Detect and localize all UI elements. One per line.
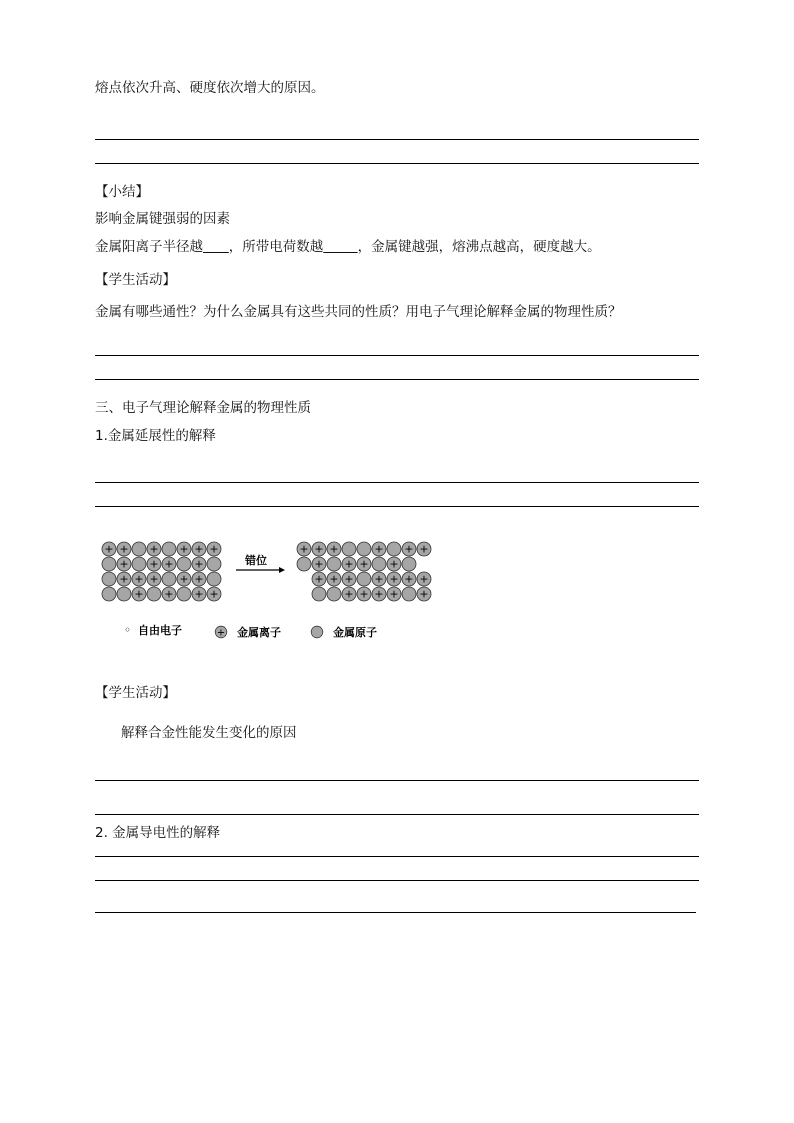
- answer-line[interactable]: [95, 482, 699, 483]
- answer-line[interactable]: [95, 912, 696, 913]
- answer-line[interactable]: [95, 780, 699, 781]
- metal-atom: [312, 587, 326, 601]
- metal-atom: [117, 587, 131, 601]
- metal-atom: [357, 542, 371, 556]
- ion-plus-sign: +: [134, 587, 144, 601]
- metal-slip-diagram: [95, 535, 455, 650]
- ion-plus-sign: +: [314, 572, 324, 586]
- ion-plus-sign: +: [374, 542, 384, 556]
- ion-plus-sign: +: [149, 542, 159, 556]
- ion-plus-sign: +: [209, 542, 219, 556]
- ion-plus-sign: +: [314, 557, 324, 571]
- ion-plus-sign: +: [119, 572, 129, 586]
- answer-line[interactable]: [95, 355, 699, 356]
- ion-plus-sign: +: [389, 572, 399, 586]
- ion-plus-sign: +: [194, 542, 204, 556]
- metal-atom: [207, 557, 221, 571]
- activity-heading-2: 【学生活动】: [95, 685, 176, 701]
- ion-plus-sign: +: [299, 542, 309, 556]
- metal-atom: [402, 587, 416, 601]
- ion-plus-sign: +: [419, 542, 429, 556]
- metal-atom: [207, 572, 221, 586]
- metal-atom: [102, 572, 116, 586]
- metal-atom: [177, 557, 191, 571]
- ion-plus-sign: +: [164, 557, 174, 571]
- intro-line: 熔点依次升高、硬度依次增大的原因。: [95, 80, 325, 96]
- ion-plus-sign: +: [419, 587, 429, 601]
- ion-plus-sign: +: [179, 572, 189, 586]
- legend: [124, 623, 377, 639]
- ion-plus-sign: +: [404, 572, 414, 586]
- answer-line[interactable]: [95, 814, 699, 815]
- ion-plus-sign: +: [209, 587, 219, 601]
- activity-question: 金属有哪些通性？为什么金属具有这些共同的性质？用电子气理论解释金属的物理性质？: [95, 304, 622, 320]
- ion-plus-sign: +: [404, 542, 414, 556]
- metal-atom: [372, 557, 386, 571]
- slip-arrow: [236, 553, 285, 573]
- ion-plus-sign: +: [329, 572, 339, 586]
- metal-atom: [102, 557, 116, 571]
- ion-plus-sign: +: [374, 572, 384, 586]
- activity-question-2: 解释合金性能发生变化的原因: [121, 725, 297, 741]
- ion-plus-sign: +: [119, 557, 129, 571]
- ion-plus-sign: +: [419, 572, 429, 586]
- metal-atom: [327, 587, 341, 601]
- ion-plus-sign: +: [389, 557, 399, 571]
- metal-atom-icon: [311, 626, 323, 638]
- metal-atom: [342, 542, 356, 556]
- activity-heading: 【学生活动】: [95, 272, 176, 288]
- subsection-conductivity: 2. 金属导电性的解释: [95, 825, 221, 841]
- metal-atom: [387, 542, 401, 556]
- metal-atom: [102, 587, 116, 601]
- ion-plus-sign: +: [149, 572, 159, 586]
- ion-plus-sign: +: [194, 587, 204, 601]
- factor-text-3: ，金属键越强，熔沸点越高，硬度越大。: [357, 239, 601, 255]
- factor-text-1: 金属阳离子半径越: [95, 239, 203, 255]
- factor-text-2: ，所带电荷数越: [228, 239, 324, 255]
- answer-line[interactable]: [95, 506, 699, 507]
- ion-plus-sign: +: [314, 542, 324, 556]
- answer-line[interactable]: [95, 379, 699, 380]
- ion-plus-sign: +: [194, 572, 204, 586]
- section-title: 三、电子气理论解释金属的物理性质: [95, 400, 311, 416]
- factor-title: 影响金属键强弱的因素: [95, 211, 230, 227]
- ion-plus-sign: +: [344, 587, 354, 601]
- fill-blank-2[interactable]: [323, 239, 357, 255]
- metal-atom: [357, 572, 371, 586]
- metal-atom: [297, 557, 311, 571]
- legend-ion-label: 金属离子: [237, 626, 281, 639]
- metal-atom: [162, 572, 176, 586]
- ion-plus-sign: +: [344, 572, 354, 586]
- metal-atom: [147, 587, 161, 601]
- ion-plus-sign: +: [389, 587, 399, 601]
- metal-atom: [327, 557, 341, 571]
- ion-plus-sign: +: [344, 557, 354, 571]
- ion-plus-sign: +: [149, 557, 159, 571]
- lattice-before: [102, 542, 221, 601]
- answer-line[interactable]: [95, 856, 699, 857]
- subsection-ductility: 1.金属延展性的解释: [95, 428, 216, 444]
- electron-dot-icon: ◦: [124, 623, 132, 637]
- lattice-after: [297, 542, 431, 601]
- ion-plus-sign: +: [359, 557, 369, 571]
- ion-plus-sign: +: [164, 587, 174, 601]
- answer-line[interactable]: [95, 880, 699, 881]
- ion-plus-sign: +: [179, 542, 189, 556]
- arrow-label: 错位: [245, 554, 267, 567]
- ion-plus-sign: +: [104, 542, 114, 556]
- metal-atom: [177, 587, 191, 601]
- answer-line[interactable]: [95, 163, 699, 164]
- answer-line[interactable]: [95, 139, 699, 140]
- legend-electron-label: 自由电子: [138, 624, 182, 637]
- ion-plus-sign: +: [194, 557, 204, 571]
- metal-atom: [402, 557, 416, 571]
- summary-heading: 【小结】: [95, 184, 149, 200]
- metal-atom: [132, 542, 146, 556]
- ion-plus-sign: +: [359, 587, 369, 601]
- ion-plus-sign: +: [134, 572, 144, 586]
- svg-text:+: +: [216, 627, 226, 639]
- metal-atom: [162, 542, 176, 556]
- ion-plus-sign: +: [329, 542, 339, 556]
- factor-sentence: [95, 238, 601, 256]
- fill-blank-1[interactable]: [203, 239, 229, 255]
- ion-plus-sign: +: [119, 542, 129, 556]
- legend-atom-label: 金属原子: [333, 626, 377, 639]
- metal-ion-icon: [215, 626, 227, 638]
- metal-atom: [132, 557, 146, 571]
- ion-plus-sign: +: [374, 587, 384, 601]
